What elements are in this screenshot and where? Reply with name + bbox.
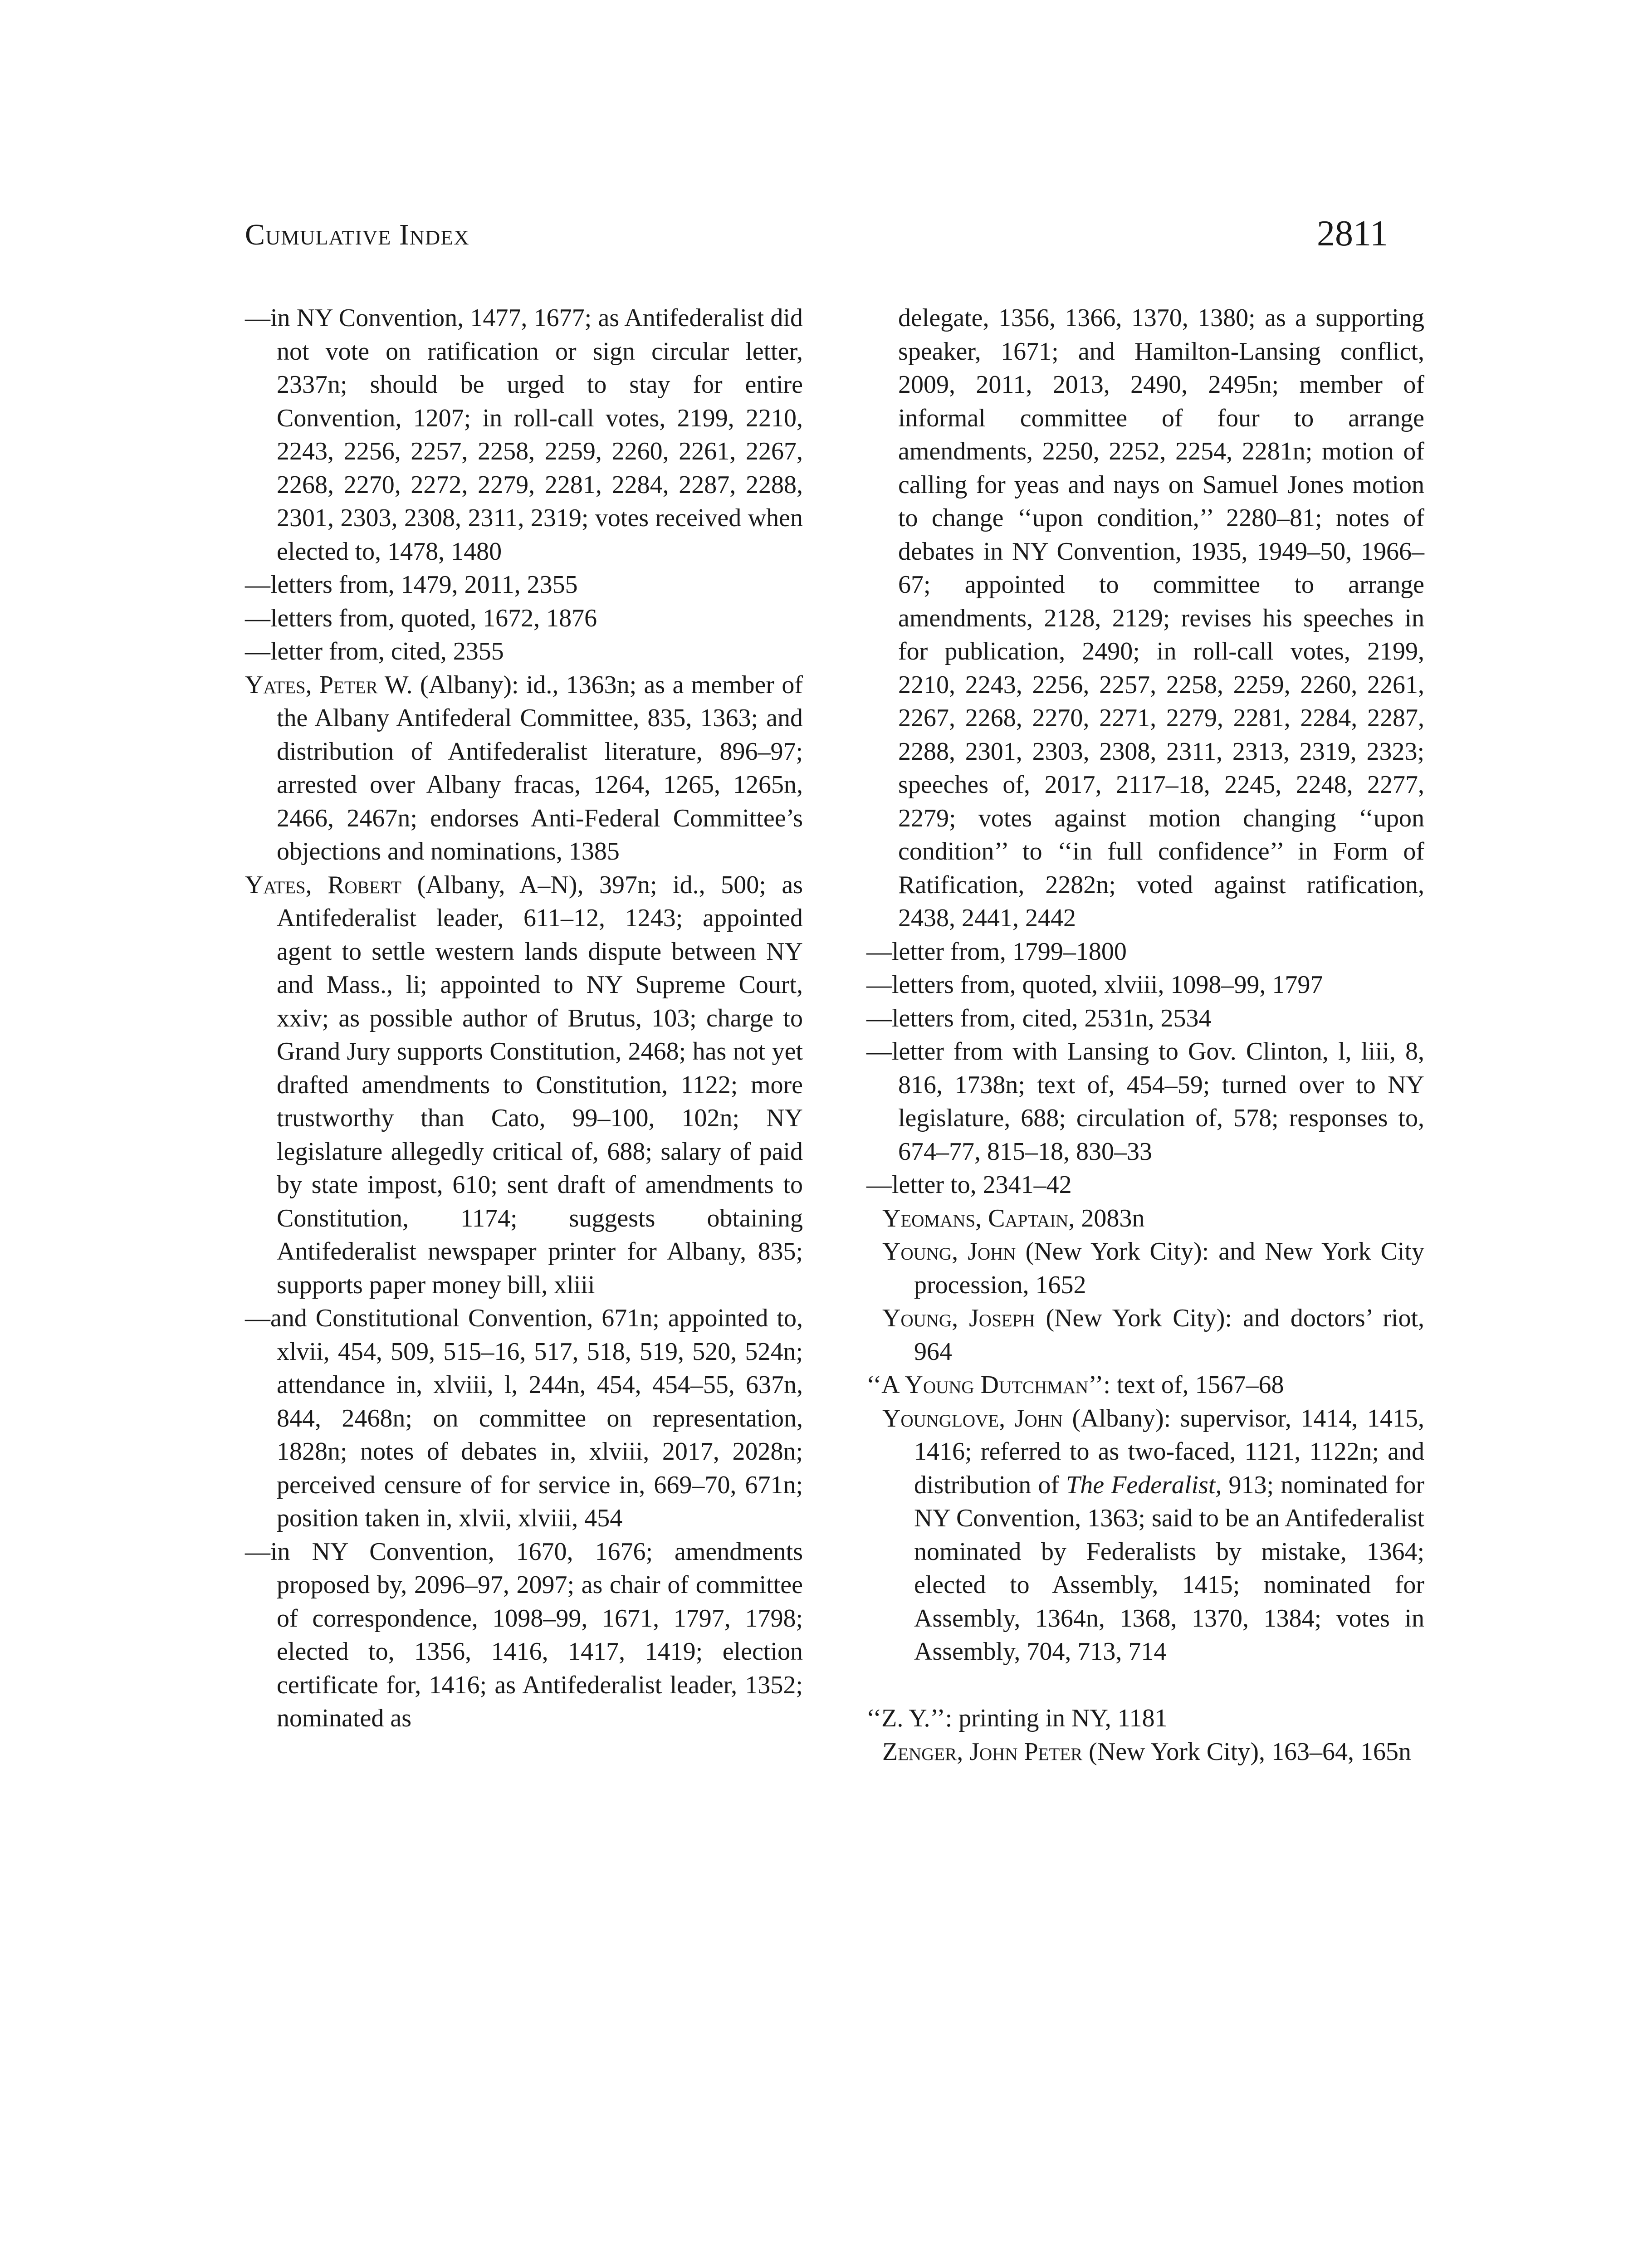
index-entry: —letter from, 1799–1800	[866, 937, 1127, 966]
index-entry: Yates, Robert (Albany, A–N), 397n; id., 500; as Antifederalist leader, 611–12, 1243; appointed agent to settle western lands dispute between NY and Mass., li; appointed to NY Supreme Court, xxiv; as possible author of Brutus, 103; charge to Grand Jury supports Constitution, 2468; has not yet drafted amendments to Constitution, 1122; more trustworthy than Cato, 99–100, 102n; NY legislature allegedly critical of, 688; salary of paid by state impost, 610; sent draft of amendments to Constitution, 1174; suggests obtaining Antifederalist newspaper printer for Albany, 835; supports paper money bill, xliii	[245, 870, 803, 1299]
index-entry: Yates, Peter W. (Albany): id., 1363n; as a member of the Albany Antifederal Committee, 835, 1363; and distribution of Antifederalist literature, 896–97; arrested over Albany fracas, 1264, 1265, 1265n, 2466, 2467n; endorses Anti-Federal Committee’s objections and nominations, 1385	[245, 670, 803, 865]
index-column-right	[866, 302, 1424, 1769]
index-entry: —letters from, 1479, 2011, 2355	[245, 571, 578, 599]
entry-heading: Young, John	[882, 1237, 1016, 1266]
index-entry: Young, Joseph (New York City): and doctors’ riot, 964	[882, 1304, 1424, 1366]
entry-heading: Yates, Robert	[245, 870, 402, 899]
index-entry: —and Constitutional Convention, 671n; appointed to, xlvii, 454, 509, 515–16, 517, 518, 519, 520, 524n; attendance in, xlviii, l, 244n, 454, 454–55, 637n, 844, 2468n; on committee on representation, 1828n; notes of debates in, xlviii, 2017, 2028n; perceived censure of for service in, 669–70, 671n; position taken in, xlvii, xlviii, 454	[245, 1304, 803, 1532]
index-entry: Yeomans, Captain, 2083n	[882, 1204, 1145, 1232]
index-entry: Younglove, John (Albany): supervisor, 1414, 1415, 1416; referred to as two-faced, 1121, 1122n; and distribution of The Federalist, 913; nominated for NY Convention, 1363; said to be an Antifederalist nominated by Federalists by mistake, 1364; elected to Assembly, 1415; nominated for Assembly, 1364n, 1368, 1370, 1384; votes in Assembly, 704, 713, 714	[882, 1404, 1424, 1666]
entry-heading: Yates, Peter W.	[245, 670, 413, 699]
entry-heading: Young Dutchman	[905, 1371, 1089, 1399]
entry-heading: Yeomans, Captain	[882, 1204, 1069, 1232]
index-entry: —letters from, cited, 2531n, 2534	[866, 1004, 1212, 1032]
index-entry: ‘‘A Young Dutchman’’: text of, 1567–68	[866, 1371, 1284, 1399]
index-entry: Zenger, John Peter (New York City), 163–64, 165n	[882, 1737, 1412, 1766]
index-entry: —letter to, 2341–42	[866, 1171, 1072, 1199]
index-column-left	[245, 302, 803, 1735]
index-entry: ‘‘Z. Y.’’: printing in NY, 1181	[866, 1704, 1168, 1732]
index-entry: —letters from, quoted, 1672, 1876	[245, 604, 597, 632]
index-entry: —in NY Convention, 1477, 1677; as Antifederalist did not vote on ratification or sign circular letter, 2337n; should be urged to stay for entire Convention, 1207; in roll-call votes, 2199, 2210, 2243, 2256, 2257, 2258, 2259, 2260, 2261, 2267, 2268, 2270, 2272, 2279, 2281, 2284, 2287, 2288, 2301, 2303, 2308, 2311, 2319; votes received when elected to, 1478, 1480	[245, 304, 803, 566]
entry-heading: Zenger, John Peter	[882, 1737, 1083, 1766]
index-entry: —letters from, quoted, xlviii, 1098–99, 1797	[866, 971, 1323, 999]
index-entry: Young, John (New York City): and New York City procession, 1652	[882, 1237, 1425, 1299]
index-entry: —letter from, cited, 2355	[245, 637, 504, 665]
entry-heading: Young, Joseph	[882, 1304, 1035, 1332]
page-header	[245, 213, 1388, 268]
index-entry-continued: delegate, 1356, 1366, 1370, 1380; as a supporting speaker, 1671; and Hamilton-Lansing conflict, 2009, 2011, 2013, 2490, 2495n; member of informal committee of four to arrange amendments, 2250, 2252, 2254, 2281n; motion of calling for yeas and nays on Samuel Jones motion to change ‘‘upon condition,’’ 2280–81; notes of debates in NY Convention, 1935, 1949–50, 1966–67; appointed to committee to arrange amendments, 2128, 2129; revises his speeches in for publication, 2490; in roll-call votes, 2199, 2210, 2243, 2256, 2257, 2258, 2259, 2260, 2261, 2267, 2268, 2270, 2271, 2279, 2281, 2284, 2287, 2288, 2301, 2303, 2308, 2311, 2313, 2319, 2323; speeches of, 2017, 2117–18, 2245, 2248, 2277, 2279; votes against motion changing ‘‘upon condition’’ to ‘‘in full confidence’’ in Form of Ratification, 2282n; voted against ratification, 2438, 2441, 2442	[898, 304, 1424, 932]
entry-heading: Younglove, John	[882, 1404, 1063, 1432]
page-number: 2811	[1316, 214, 1388, 254]
index-entry: —in NY Convention, 1670, 1676; amendments proposed by, 2096–97, 2097; as chair of committee of correspondence, 1098–99, 1671, 1797, 1798; elected to, 1356, 1416, 1417, 1419; election certificate for, 1416; as Antifederalist leader, 1352; nominated as	[245, 1537, 803, 1732]
index-entry: —letter from with Lansing to Gov. Clinton, l, liii, 8, 816, 1738n; text of, 454–59; turned over to NY legislature, 688; circulation of, 578; responses to, 674–77, 815–18, 830–33	[866, 1037, 1424, 1166]
running-head: Cumulative Index	[245, 218, 469, 251]
